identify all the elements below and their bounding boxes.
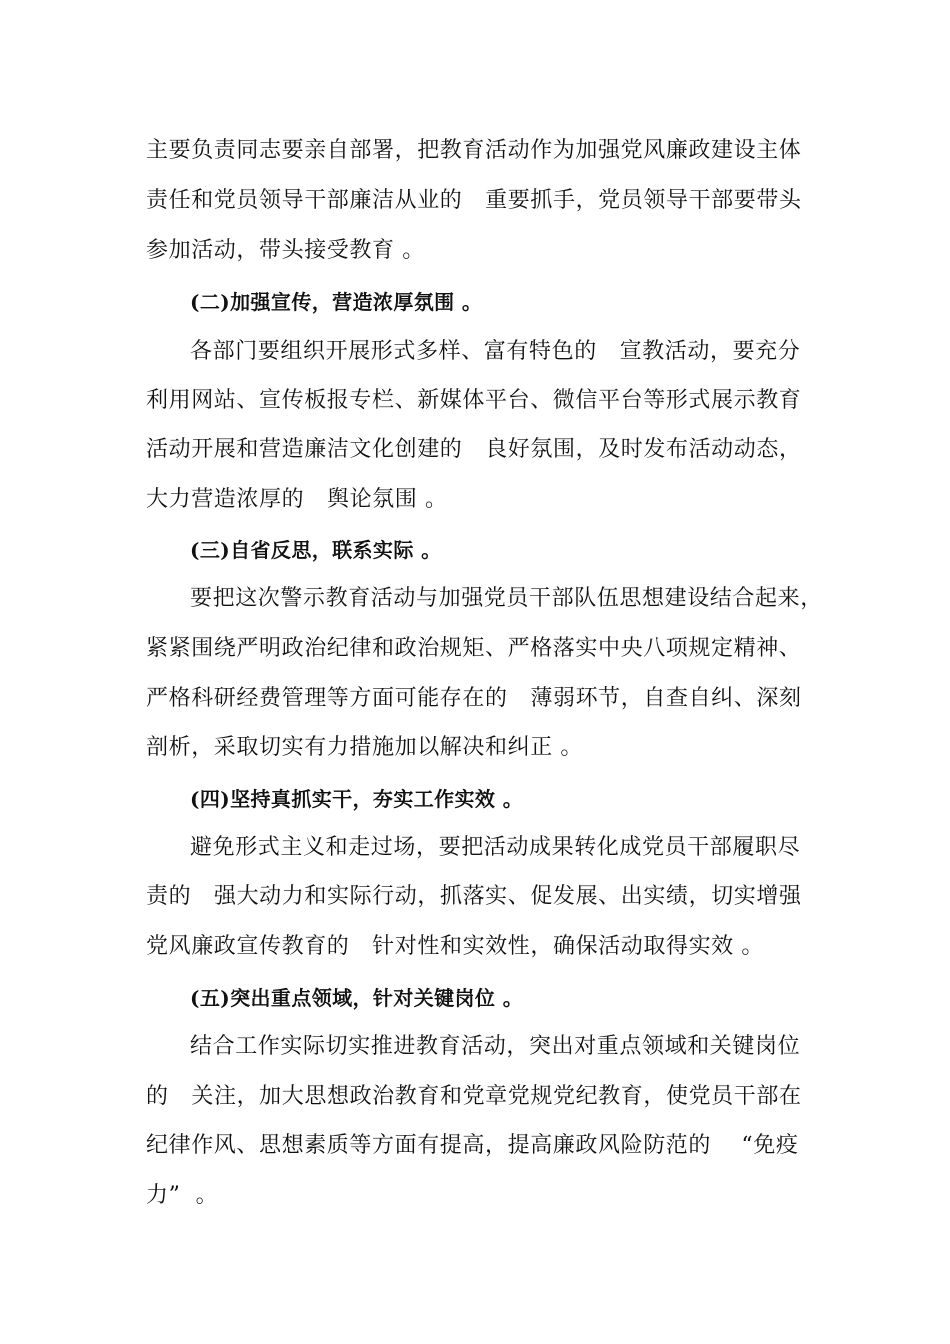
body-text-line: 责任和党员领导干部廉洁从业的 重要抓手，党员领导干部要带头 [146,188,802,213]
body-text-line: 紧紧围绕严明政治纪律和政治规矩、严格落实中央八项规定精神、 [146,636,802,661]
body-text-line: 主要负责同志要亲自部署，把教育活动作为加强党风廉政建设主体 [146,138,802,163]
section-heading-5: (五)突出重点领域，针对关键岗位 。 [190,986,524,1010]
body-text-line: 责的 强大动力和实际行动，抓落实、促发展、出实绩，切实增强 [146,884,802,909]
body-text-line: 的 关注，加大思想政治教育和党章党规党纪教育，使党员干部在 [146,1084,802,1109]
body-text-line: 剖析，采取切实有力措施加以解决和纠正 。 [146,735,583,760]
body-text-line: 参加活动，带头接受教育 。 [146,238,425,263]
paragraph-first-line: 要把这次警示教育活动与加强党员干部队伍思想建设结合起来， [190,586,823,611]
body-text-line: 力” 。 [146,1183,219,1208]
paragraph-first-line: 结合工作实际切实推进教育活动，突出对重点领域和关键岗位 [190,1034,801,1059]
paragraph-first-line: 避免形式主义和走过场，要把活动成果转化成党员干部履职尽 [190,835,801,860]
body-text-line: 严格科研经费管理等方面可能存在的 薄弱环节，自查自纠、深刻 [146,686,802,711]
section-heading-2: (二)加强宣传，营造浓厚氛围 。 [190,290,483,314]
body-text-line: 利用网站、宣传板报专栏、新媒体平台、微信平台等形式展示教育 [146,388,802,413]
paragraph-first-line: 各部门要组织开展形式多样、富有特色的 宣教活动，要充分 [190,339,801,364]
section-heading-4: (四)坚持真抓实干，夯实工作实效 。 [190,787,524,811]
body-text-line: 活动开展和营造廉洁文化创建的 良好氛围，及时发布活动动态， [146,437,802,462]
body-text-line: 纪律作风、思想素质等方面有提高，提高廉政风险防范的 “免疫 [146,1133,799,1158]
body-text-line: 大力营造浓厚的 舆论氛围 。 [146,487,448,512]
section-heading-3: (三)自省反思，联系实际 。 [190,538,442,562]
body-text-line: 党风廉政宣传教育的 针对性和实效性，确保活动取得实效 。 [146,934,764,959]
